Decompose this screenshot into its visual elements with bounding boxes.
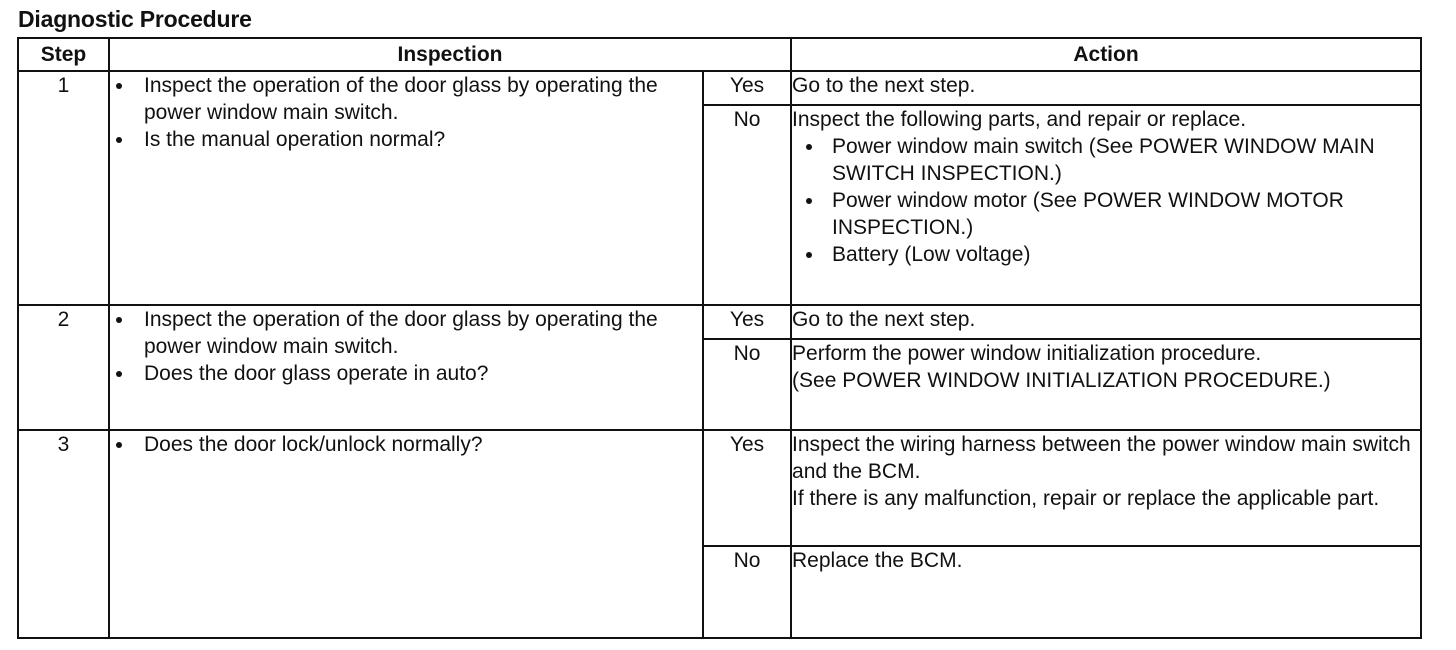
inspection-item: Inspect the operation of the door glass by operating the power window main switch. <box>110 306 702 360</box>
action-text: Perform the power window initialization procedure. <box>792 342 1262 365</box>
answer-yes: Yes <box>703 71 791 105</box>
inspection-item: Does the door glass operate in auto? <box>110 360 702 387</box>
action-cell <box>791 105 1421 305</box>
action-item: Power window main switch (See POWER WINDOW MAIN SWITCH INSPECTION.) <box>792 133 1420 187</box>
step-number: 3 <box>18 430 109 638</box>
action-item: Battery (Low voltage) <box>792 241 1420 268</box>
answer-yes: Yes <box>703 430 791 546</box>
step-number: 1 <box>18 71 109 305</box>
answer-yes: Yes <box>703 305 791 339</box>
action-item: Power window motor (See POWER WINDOW MOTOR INSPECTION.) <box>792 187 1420 241</box>
inspection-cell <box>109 430 703 638</box>
action-cell: Go to the next step. <box>791 71 1421 105</box>
table-row <box>18 430 1421 546</box>
action-cell: Replace the BCM. <box>791 546 1421 638</box>
step-column-header: Step <box>18 38 109 71</box>
table-row <box>18 71 1421 105</box>
answer-no: No <box>703 105 791 305</box>
action-cell <box>791 430 1421 546</box>
action-cell <box>791 339 1421 430</box>
action-text: Inspect the wiring harness between the power window main switch and the BCM. <box>792 433 1411 483</box>
table-header-row <box>18 38 1421 71</box>
diagnostic-procedure-table <box>17 37 1422 639</box>
action-column-header: Action <box>791 38 1421 71</box>
answer-no: No <box>703 339 791 430</box>
inspection-cell <box>109 71 703 305</box>
action-text: Inspect the following parts, and repair or replace. <box>792 108 1247 131</box>
inspection-column-header: Inspection <box>109 38 791 71</box>
inspection-cell <box>109 305 703 430</box>
answer-no: No <box>703 546 791 638</box>
action-text: If there is any malfunction, repair or replace the applicable part. <box>792 487 1380 510</box>
inspection-item: Inspect the operation of the door glass by operating the power window main switch. <box>110 72 702 126</box>
action-cell: Go to the next step. <box>791 305 1421 339</box>
inspection-item: Does the door lock/unlock normally? <box>110 431 702 458</box>
step-number: 2 <box>18 305 109 430</box>
page-title: Diagnostic Procedure <box>18 6 252 32</box>
inspection-item: Is the manual operation normal? <box>110 126 702 153</box>
action-text: (See POWER WINDOW INITIALIZATION PROCEDURE.) <box>792 369 1331 392</box>
table-row <box>18 305 1421 339</box>
